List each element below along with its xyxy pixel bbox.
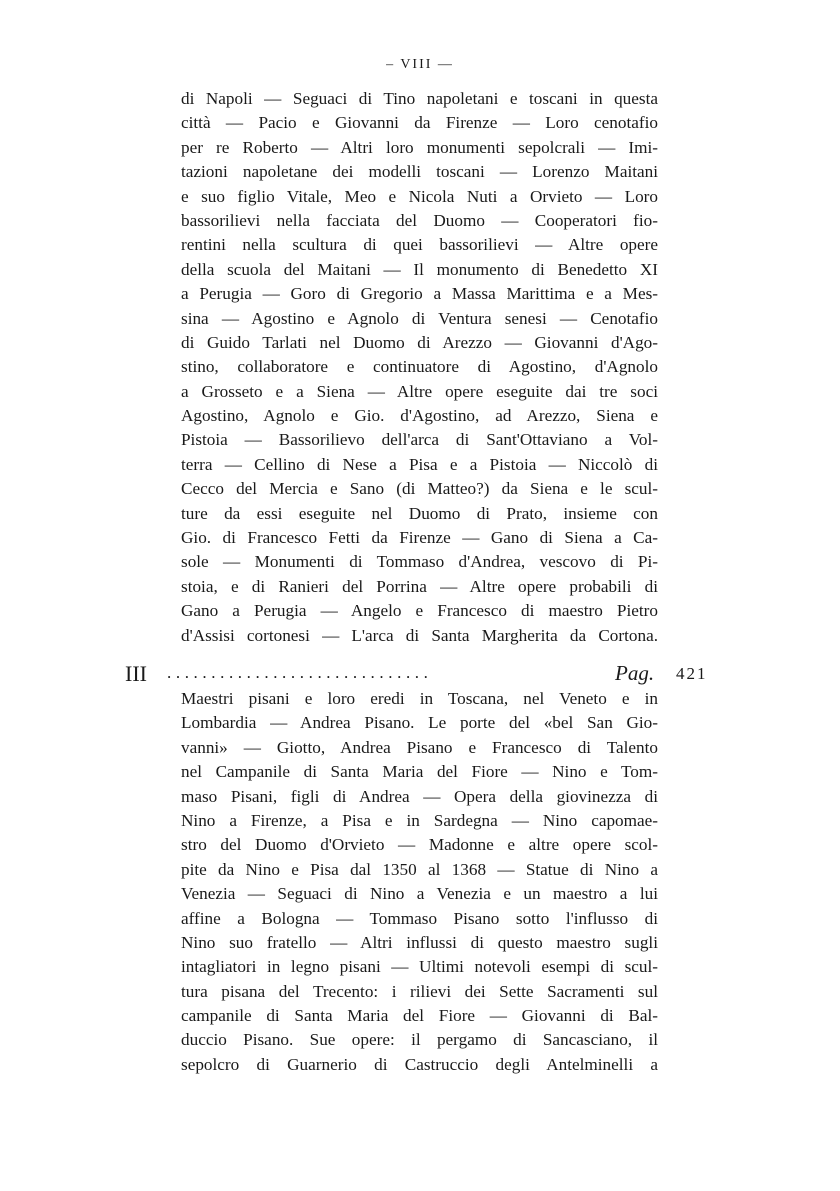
- chapter-number: III: [125, 661, 147, 686]
- text-line: Lombardia — Andrea Pisano. Le porte del «bel San Gio-: [181, 713, 658, 733]
- text-line: della scuola del Maitani — Il monumento di Benedetto XI: [181, 259, 658, 279]
- text-line: rentini nella scultura di quei bassorilievi — Altre opere: [181, 235, 658, 255]
- text-line: Nino suo fratello — Altri influssi di questo maestro sugli: [181, 932, 658, 952]
- text-line: maso Pisani, figli di Andrea — Opera della giovinezza di: [181, 786, 658, 806]
- text-line: sepolcro di Guarnerio di Castruccio degli Antelminelli a: [181, 1054, 658, 1074]
- chapter-heading-row: [125, 661, 708, 689]
- text-line: stro del Duomo d'Orvieto — Madonne e altre opere scol-: [181, 835, 658, 855]
- text-line: ture da essi eseguite nel Duomo di Prato, insieme con: [181, 503, 658, 523]
- text-line: Nino a Firenze, a Pisa e in Sardegna — Nino capomae-: [181, 810, 658, 830]
- text-line: a Grosseto e a Siena — Altre opere eseguite dai tre soci: [181, 381, 658, 401]
- text-line: di Napoli — Seguaci di Tino napoletani e toscani in questa: [181, 89, 658, 108]
- text-line: bassorilievi nella facciata del Duomo — Cooperatori fio-: [181, 210, 658, 230]
- chapter-ii-summary: [181, 87, 658, 648]
- chapter-iii-summary: [181, 687, 658, 1077]
- text-line: di Guido Tarlati nel Duomo di Arezzo — Giovanni d'Ago-: [181, 332, 658, 352]
- text-line: sole — Monumenti di Tommaso d'Andrea, vescovo di Pi-: [181, 552, 658, 572]
- text-line: a Perugia — Goro di Gregorio a Massa Marittima e a Mes-: [181, 284, 658, 304]
- text-line: e suo figlio Vitale, Meo e Nicola Nuti a Orvieto — Loro: [181, 186, 658, 206]
- text-line: Agostino, Agnolo e Gio. d'Agostino, ad Arezzo, Siena e: [181, 406, 658, 426]
- text-line: Gio. di Francesco Fetti da Firenze — Gano di Siena a Ca-: [181, 528, 658, 548]
- pag-label: Pag.: [615, 661, 655, 685]
- text-line: campanile di Santa Maria del Fiore — Giovanni di Bal-: [181, 1006, 658, 1026]
- text-line: pite da Nino e Pisa dal 1350 al 1368 — Statue di Nino a: [181, 859, 658, 879]
- text-line: Cecco del Mercia e Sano (di Matteo?) da Siena e le scul-: [181, 479, 658, 499]
- text-line: affine a Bologna — Tommaso Pisano sotto l'influsso di: [181, 908, 658, 928]
- text-line: per re Roberto — Altri loro monumenti sepolcrali — Imi-: [181, 137, 658, 157]
- text-line: Venezia — Seguaci di Nino a Venezia e un maestro a lui: [181, 884, 658, 904]
- text-line: sina — Agostino e Agnolo di Ventura senesi — Cenotafio: [181, 308, 658, 328]
- text-line: Gano a Perugia — Angelo e Francesco di maestro Pietro: [181, 601, 658, 621]
- text-line: duccio Pisano. Sue opere: il pergamo di Sancasciano, il: [181, 1030, 658, 1050]
- text-line: stoia, e di Ranieri del Porrina — Altre opere probabili di: [181, 576, 658, 596]
- text-line: Pistoia — Bassorilievo dell'arca di Sant'Ottaviano a Vol-: [181, 430, 658, 450]
- text-line: tura pisana del Trecento: i rilievi dei Sette Sacramenti sul: [181, 981, 658, 1001]
- text-line: intagliatori in legno pisani — Ultimi notevoli esempi di scul-: [181, 957, 658, 977]
- text-line: vanni» — Giotto, Andrea Pisano e Francesco di Talento: [181, 737, 658, 757]
- text-line: d'Assisi cortonesi — L'arca di Santa Margherita da Cortona.: [181, 625, 658, 645]
- text-line: tazioni napoletane dei modelli toscani — Lorenzo Maitani: [181, 162, 658, 182]
- text-line: nel Campanile di Santa Maria del Fiore — Nino e Tom-: [181, 762, 658, 782]
- page-number-header: – VIII —: [386, 57, 454, 72]
- text-line: città — Pacio e Giovanni da Firenze — Loro cenotafio: [181, 113, 658, 133]
- dot-leaders: ..............................: [167, 663, 433, 682]
- text-line: terra — Cellino di Nese a Pisa e a Pistoia — Niccolò di: [181, 454, 658, 474]
- text-line: stino, collaboratore e continuatore di Agostino, d'Agnolo: [181, 357, 658, 377]
- text-line: Maestri pisani e loro eredi in Toscana, nel Veneto e in: [181, 689, 658, 708]
- chapter-page-reference: 421: [676, 664, 708, 683]
